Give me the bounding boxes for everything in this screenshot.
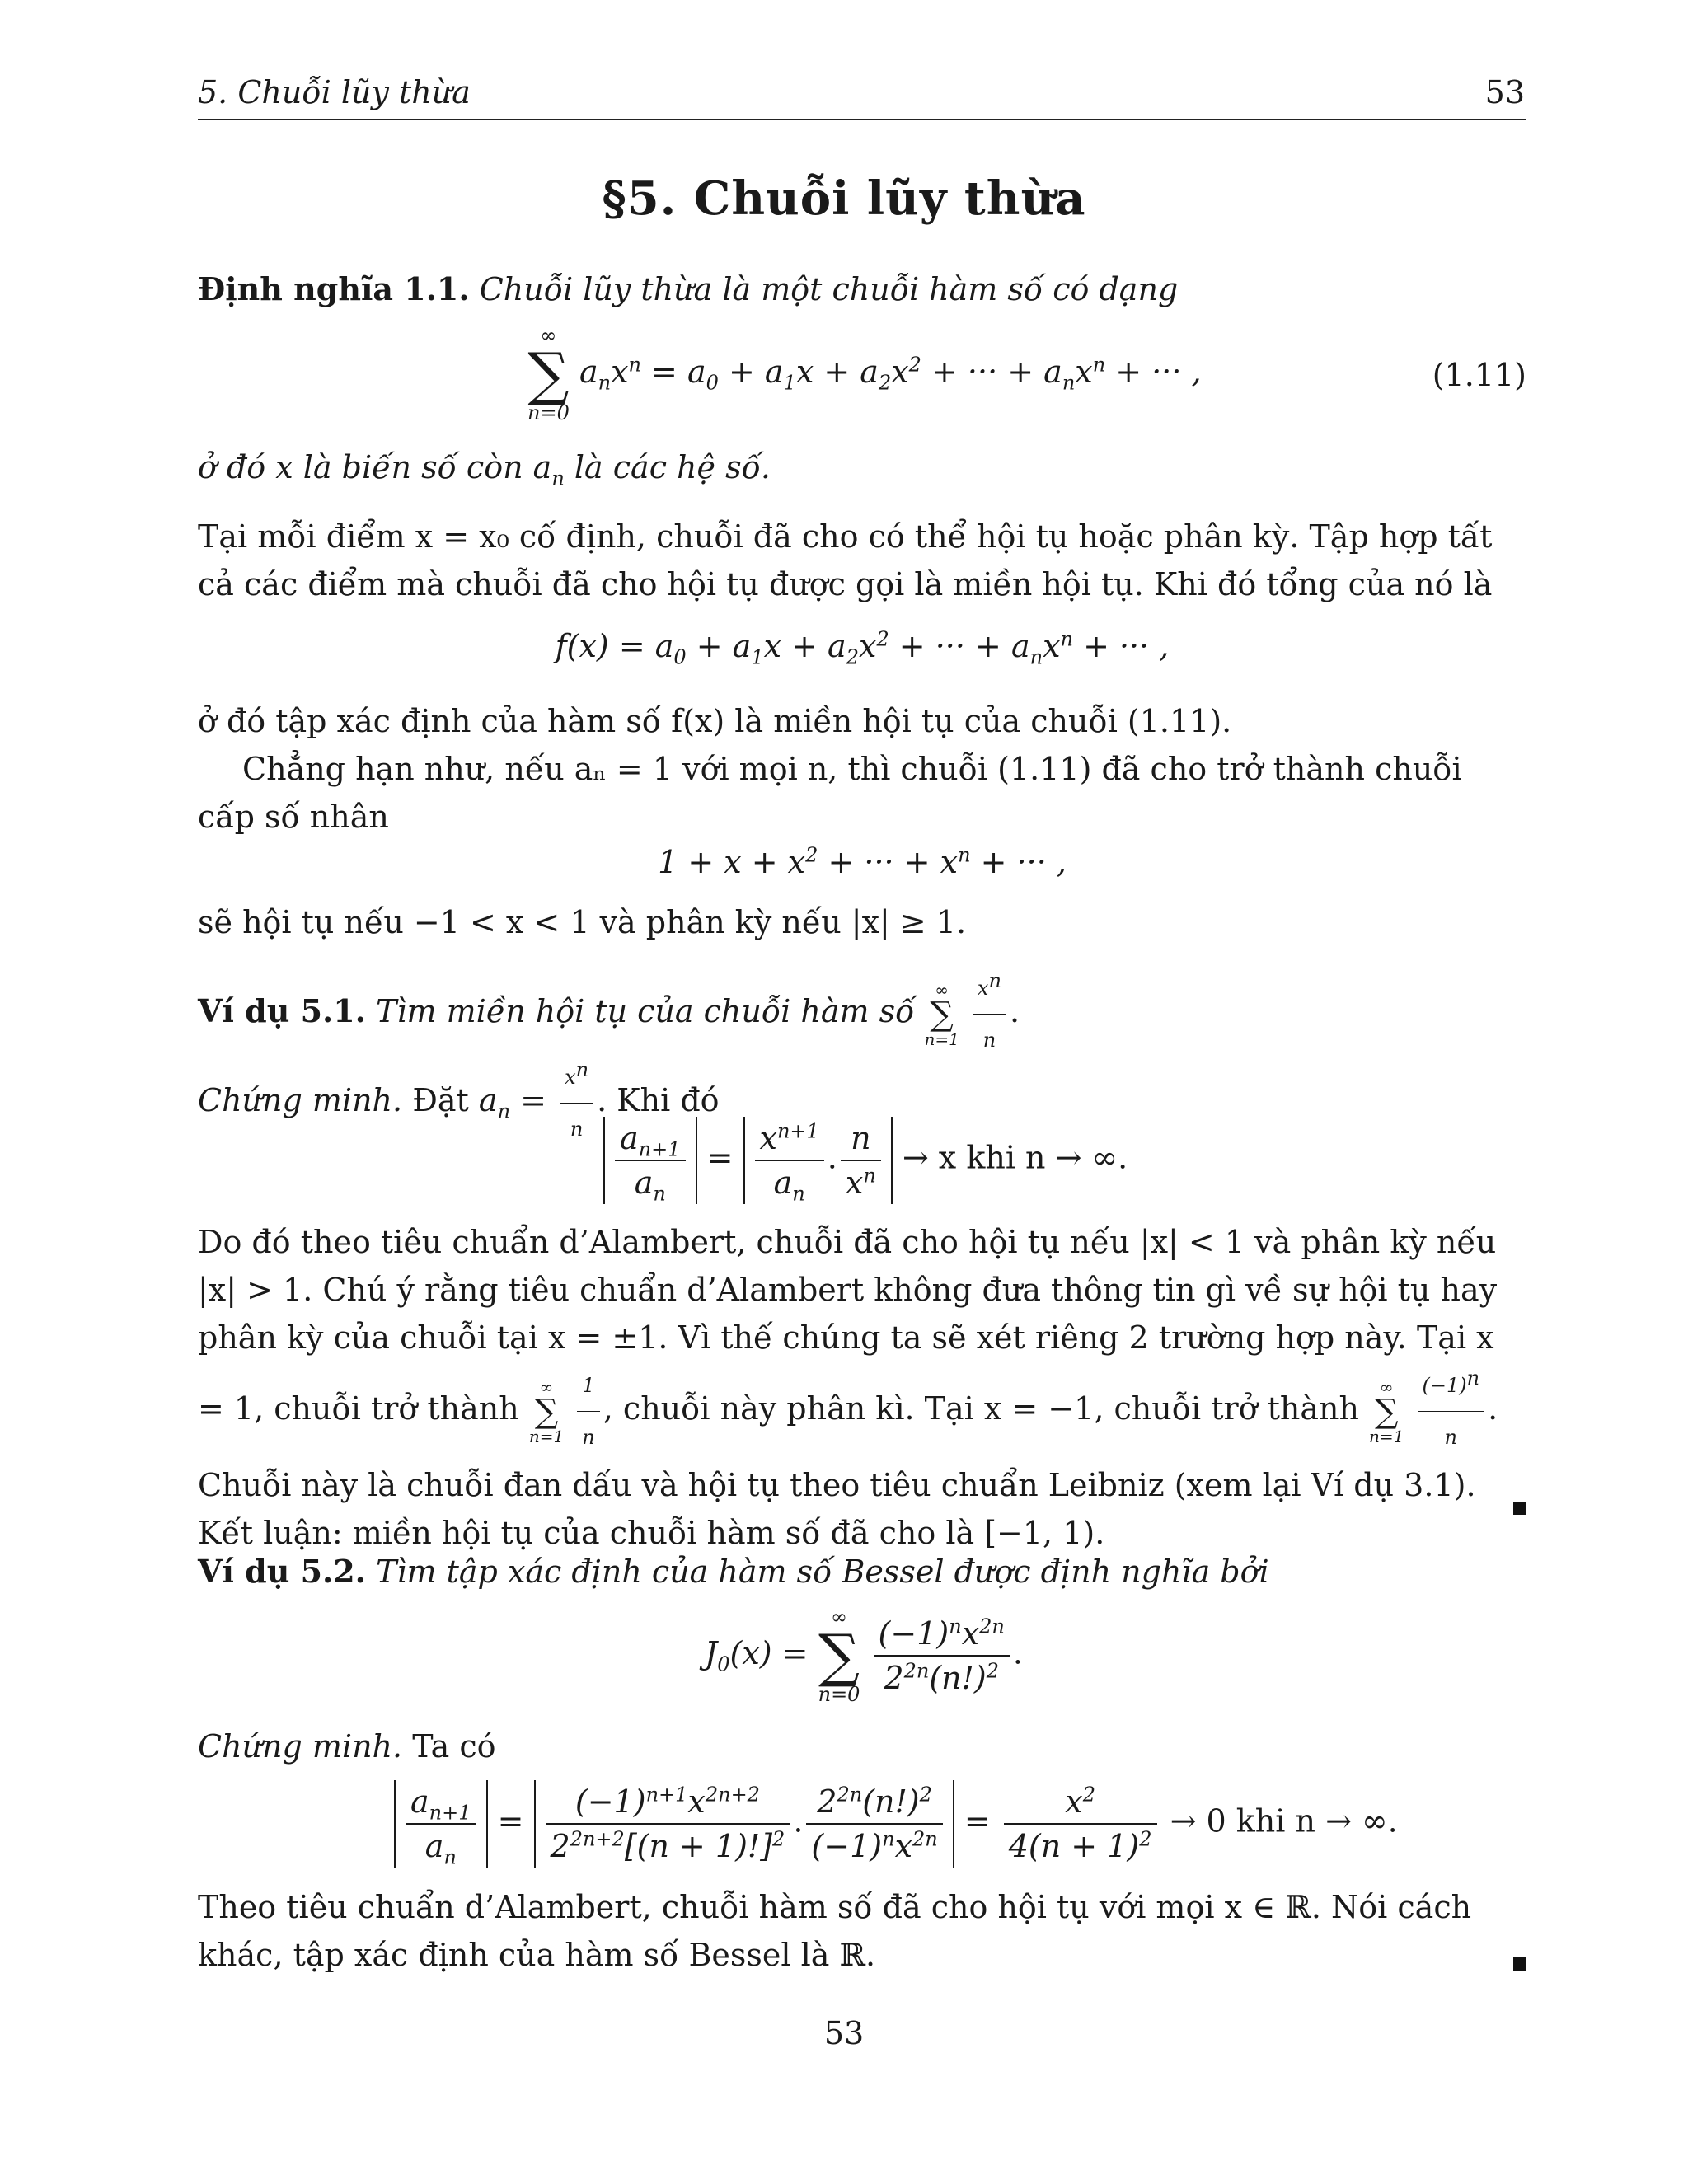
sum-function-formula: $f(x) = a_0 + a_1x + a_2x^2$ + ··· + $a_nx^n$ + ··· , <box>555 627 1170 669</box>
equation-number: (1.11) <box>1432 357 1526 393</box>
paragraph-domain: ở đó tập xác định của hàm số f(x) là miền hội tụ của chuỗi (1.11). <box>198 703 1232 739</box>
definition-text: Chuỗi lũy thừa là một chuỗi hàm số có dạng <box>479 271 1179 307</box>
footer-page-number: 53 <box>823 2015 865 2051</box>
example-5-2-conclusion: Theo tiêu chuẩn d’Alambert, chuỗi hàm số đã cho hội tụ với mọi x ∈ ℝ. Nói cách khác, tập xác định của hàm số Bessel là ℝ. <box>198 1883 1526 1979</box>
paragraph-geometric-convergence: sẽ hội tụ nếu −1 < x < 1 và phân kỳ nếu |x| ≥ 1. <box>198 904 967 940</box>
definition-after: ở đó x là biến số còn $a_n$ là các hệ số. <box>198 449 771 490</box>
definition-line <box>198 265 1526 313</box>
example-5-2-label: Ví dụ 5.2. <box>198 1553 366 1590</box>
document-page: 5. Chuỗi lũy thừa 53 §5. Chuỗi lũy thừa Định nghĩa 1.1. Chuỗi lũy thừa là một chuỗi hàm số có dạng ∞ ∑ n=0 $a_nx^n = a_0 + a_1x + a_2x^2$ + ··· + $a_nx^n$ + ··· , (1.11) ở đó x là biến số còn $a_n$ là các hệ số. Tại mỗi điểm x = x₀ cố định, chuỗi đã cho có thể hội tụ hoặc phân kỳ. Tập hợp tất cả các điểm mà chuỗi đã cho hội tụ được gọi là miền hội tụ. Khi đó tổng của nó là $f(x) = a_0 + a_1x + a_2x^2$ + ··· + $a_nx^n$ + ··· , ở đó tập xác định của hàm số f(x) là miền hội tụ của chuỗi (1.11). Chẳng hạn như, nếu aₙ = 1 với mọi n, thì chuỗi (1.11) đã cho trở thành chuỗi cấp số nhân $1 + x + x^2$ + ··· + $x^n$ + ··· , sẽ hội tụ nếu −1 < x < 1 và phân kỳ nếu |x| ≥ 1. Ví dụ 5.1. Tìm miền hội tụ của chuỗi hàm số ∞ ∑ n=1 $\frac{x^n}{n}$ . Chứng minh. Đặt $a_n$ = $\frac{x^n}{n}$ . Khi đó $\frac{a_{n+1}}{a_n}$ = $\frac{x^{n+1}}{a_n}$ . $\frac{n}{x^n}$ → x khi n → ∞. Do đó theo tiêu chuẩn d’Alambert, chuỗi đã cho hội tụ nếu |x| < 1 và phân kỳ nếu |x| > 1. Chú ý rằng tiêu chuẩn d’Alambert không đưa thông tin gì về sự hội tụ hay phân kỳ của chuỗi tại x = ±1. Vì thế chúng ta sẽ xét riêng 2 trường hợp này. Tại x = 1, chuỗi trở thành ∞ ∑ n=1 $\frac{1}{n}$ , chuỗi này phân kì. Tại x = −1, chuỗi trở thành ∞ ∑ n=1 $\frac{(-1)^n}{n}$ . Chuỗi này là chuỗi đan dấu và hội tụ theo tiêu chuẩn Leibniz (xem lại Ví dụ 3.1). Kết luận: miền hội tụ của chuỗi hàm số đã cho là [−1, 1). Ví dụ 5.2. Tìm tập xác định của hàm số Bessel được định nghĩa bởi $J_0(x)$ = ∞ ∑ n=0 $\frac{(-1)^nx^{2n}}{2^{2n}(n!)^2}$ . Chứng minh. Ta có $\frac{a_{n+1}}{a_n}$ = $\frac{(-1)^{n+1}x^{2n+2}}{2^{2n+2}[(n + 1)!]^2}$ . $\frac{2^{2n}(n!)^2}{(-1)^nx^{2n}}$ = $\frac{x^2}{4(n + 1)^2}$ → 0 khi n → ∞. Theo tiêu chuẩn d’Alambert, chuỗi hàm số đã cho hội tụ với mọi x ∈ ℝ. Nói cách khác, tập xác định của hàm số Bessel là ℝ. 53 <box>0 0 1688 2184</box>
definition-label: Định nghĩa 1.1. <box>198 270 470 307</box>
paragraph-geometric: Chẳng hạn như, nếu aₙ = 1 với mọi n, thì chuỗi (1.11) đã cho trở thành chuỗi cấp số nhân <box>198 751 1462 835</box>
geometric-series-formula: $1 + x + x^2$ + ··· + $x^n$ + ··· , <box>658 843 1067 880</box>
example-5-2-proof-intro: Chứng minh. Ta có <box>198 1728 496 1765</box>
equation-1-11 <box>198 326 1526 433</box>
qed-square <box>1513 1502 1526 1515</box>
header-chapter: 5. Chuỗi lũy thừa <box>198 74 471 110</box>
example-5-2-text: Tìm tập xác định của hàm số Bessel được định nghĩa bởi <box>376 1554 1269 1590</box>
example-5-2-statement <box>198 1548 1526 1596</box>
header-page-number: 53 <box>1484 74 1525 110</box>
paragraph-convergence-domain: Tại mỗi điểm x = x₀ cố định, chuỗi đã cho có thể hội tụ hoặc phân kỳ. Tập hợp tất cả các điểm mà chuỗi đã cho hội tụ được gọi là miền hội tụ. Khi đó tổng của nó là <box>198 518 1493 602</box>
power-series-formula: ∞ ∑ n=0 $a_nx^n = a_0 + a_1x + a_2x^2$ + ··· + $a_nx^n$ + ··· , <box>528 324 1202 424</box>
example-5-1-conclusion: Do đó theo tiêu chuẩn d’Alambert, chuỗi đã cho hội tụ nếu |x| < 1 và phân kỳ nếu |x| > 1. Chú ý rằng tiêu chuẩn d’Alambert không đưa thông tin gì về sự hội tụ hay phân kỳ của chuỗi tại x = ±1. Vì thế chúng ta sẽ xét riêng 2 trường hợp này. Tại x = 1, chuỗi trở thành ∞ ∑ n=1 $\frac{1}{n}$ , chuỗi này phân kì. Tại x = −1, chuỗi trở thành ∞ ∑ n=1 $\frac{(-1)^n}{n}$ . Chuỗi này là chuỗi đan dấu và hội tụ theo tiêu chuẩn Leibniz (xem lại Ví dụ 3.1). Kết luận: miền hội tụ của chuỗi hàm số đã cho là [−1, 1). <box>198 1218 1526 1523</box>
header-rule <box>198 119 1526 120</box>
example-5-1-text: Tìm miền hội tụ của chuỗi hàm số <box>376 993 915 1029</box>
running-header <box>198 74 1525 115</box>
section-title: §5. Chuỗi lũy thừa <box>602 171 1086 226</box>
example-5-1-label: Ví dụ 5.1. <box>198 992 366 1029</box>
example-5-1-proof-intro: Chứng minh. Đặt $a_n$ = $\frac{x^n}{n}$ . Khi đó <box>198 1053 1526 1153</box>
example-5-1-statement: Ví dụ 5.1. Tìm miền hội tụ của chuỗi hàm số ∞ ∑ n=1 $\frac{x^n}{n}$ . <box>198 964 1526 1064</box>
qed-square <box>1513 1957 1526 1971</box>
